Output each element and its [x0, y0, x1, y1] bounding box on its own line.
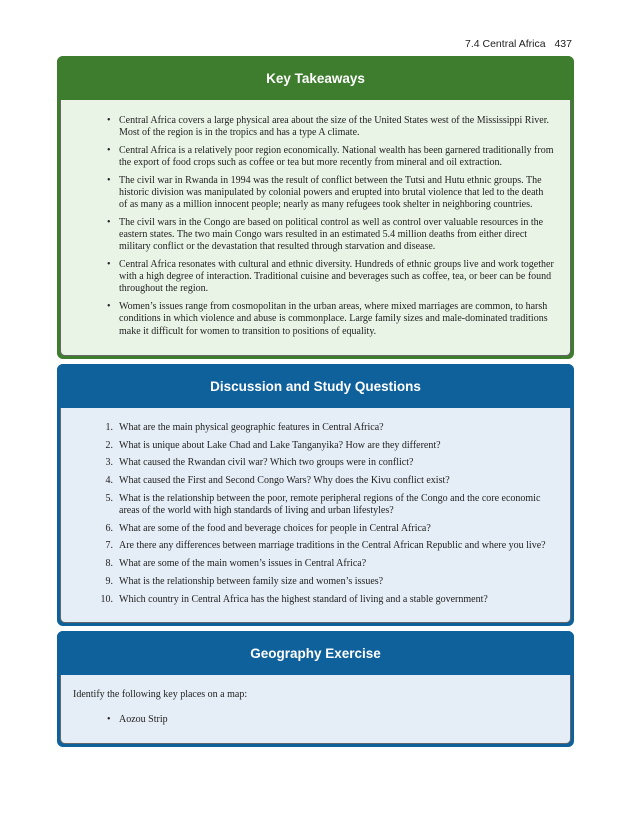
- question-number: 10.: [100, 593, 113, 605]
- question-text: What are some of the food and beverage choices for people in Central Africa?: [119, 522, 431, 534]
- list-item-text: Central Africa is a relatively poor region economically. National wealth has been garnered traditionally from the export of food crops such as coffee or tea but more recently from mineral and oil extraction.: [119, 144, 554, 169]
- question-number: 3.: [105, 457, 113, 469]
- question-item: [61, 475, 570, 487]
- list-item-text: Women’s issues range from cosmopolitan in the urban areas, where mixed marriages are common, to harsh conditions in which violence and abuse is commonplace. Large family sizes and male-dominated traditions make it difficult for women to transition to positions of equality.: [119, 301, 548, 337]
- list-item: [61, 145, 570, 169]
- bullet-icon: •: [107, 301, 111, 313]
- discussion-box: [57, 364, 574, 626]
- list-item-text: Aozou Strip: [119, 714, 168, 725]
- question-item: [61, 422, 570, 434]
- running-header: [465, 38, 572, 50]
- question-number: 1.: [105, 422, 113, 433]
- question-number: 8.: [105, 558, 113, 570]
- question-number: 2.: [105, 439, 113, 451]
- question-text: Which country in Central Africa has the highest standard of living and a stable government?: [119, 593, 488, 605]
- question-item: [61, 523, 570, 535]
- question-item: [61, 540, 570, 552]
- list-item-text: The civil war in Rwanda in 1994 was the result of conflict between the Tutsi and Hutu ethnic groups. The historic division was manipulated by colonial powers and erupted into brutal violence that led to the death of as many as a million innocent people; nearly as many refugees took shelter in neighboring countries.: [119, 174, 544, 211]
- question-number: 4.: [105, 475, 113, 487]
- list-item: [61, 115, 570, 139]
- question-text: What caused the First and Second Congo Wars? Why does the Kivu conflict exist?: [119, 475, 450, 487]
- discussion-title: Discussion and Study Questions: [57, 364, 574, 408]
- list-item: [61, 714, 570, 726]
- list-item: [61, 259, 570, 296]
- question-item: [61, 594, 570, 606]
- bullet-icon: •: [107, 216, 111, 228]
- list-item-text: Central Africa covers a large physical area about the size of the United States west of the Mississippi River. Most of the region is in the tropics and has a type A climate.: [119, 115, 549, 139]
- key-takeaways-list: [61, 115, 570, 338]
- question-text: What caused the Rwandan civil war? Which two groups were in conflict?: [119, 457, 414, 469]
- geography-intro: Identify the following key places on a map:: [73, 689, 248, 700]
- key-takeaways-title: Key Takeaways: [57, 56, 574, 100]
- question-number: 7.: [105, 540, 113, 552]
- question-text: Are there any differences between marriage traditions in the Central African Republic and where you live?: [119, 540, 546, 552]
- question-text: What is the relationship between family size and women’s issues?: [119, 575, 384, 587]
- geography-body: [60, 675, 571, 744]
- bullet-icon: •: [107, 714, 111, 725]
- question-number: 9.: [105, 575, 113, 587]
- list-item-text: Central Africa resonates with cultural and ethnic diversity. Hundreds of ethnic groups live and work together with a high degree of interaction. Traditional cuisine and beverages such as coffee, tea, or beer can be found throughout the region.: [119, 259, 554, 295]
- list-item: [61, 175, 570, 212]
- bullet-icon: •: [107, 115, 111, 126]
- geography-box: [57, 631, 574, 747]
- list-item: [61, 301, 570, 338]
- bullet-icon: •: [107, 259, 111, 271]
- section-title: 7.4 Central Africa: [465, 38, 546, 50]
- question-item: [61, 440, 570, 452]
- geography-title: Geography Exercise: [57, 631, 574, 675]
- key-takeaways-body: [60, 100, 571, 356]
- bullet-icon: •: [107, 144, 111, 156]
- discussion-list: [61, 422, 570, 606]
- question-item: [61, 493, 570, 517]
- question-text: What is the relationship between the poor, remote peripheral regions of the Congo and the core economic areas of the world with high standards of living and urban lifestyles?: [119, 492, 541, 517]
- discussion-body: [60, 408, 571, 623]
- page-number: 437: [554, 38, 572, 50]
- list-item-text: The civil wars in the Congo are based on political control as well as control over valuable resources in the eastern states. The two main Congo wars resulted in an estimated 5.4 million deaths from either direct military conflict or the devastation that resulted through starvation and disease.: [119, 216, 544, 253]
- question-text: What are some of the main women’s issues in Central Africa?: [119, 558, 367, 570]
- list-item: [61, 217, 570, 254]
- question-text: What is unique about Lake Chad and Lake Tanganyika? How are they different?: [119, 439, 441, 451]
- geography-list: [61, 714, 570, 726]
- question-item: [61, 558, 570, 570]
- bullet-icon: •: [107, 174, 111, 186]
- question-text: What are the main physical geographic features in Central Africa?: [119, 422, 384, 433]
- question-number: 5.: [105, 492, 113, 504]
- key-takeaways-box: [57, 56, 574, 359]
- question-item: [61, 576, 570, 588]
- question-item: [61, 457, 570, 469]
- question-number: 6.: [105, 522, 113, 534]
